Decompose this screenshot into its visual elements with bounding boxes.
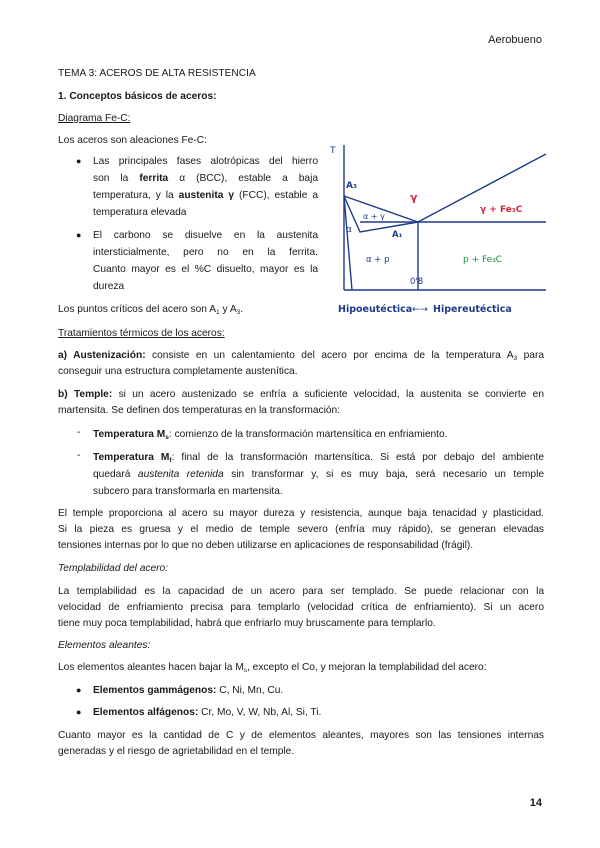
document-title: TEMA 3: ACEROS DE ALTA RESISTENCIA — [58, 68, 256, 79]
list-item: Elementos gammágenos: C, Ni, Mn, Cu. — [93, 685, 284, 696]
list-item: Elementos alfágenos: Cr, Mo, V, W, Nb, Al, Si, Ti. — [93, 707, 322, 718]
label-alpha: α — [346, 225, 352, 235]
label-gamma-fe3c: γ + Fe₃C — [480, 205, 523, 215]
label-p-fe3c: p + Fe₃C — [463, 255, 503, 265]
dash-icon: - — [77, 427, 81, 438]
list-item: El carbono se disuelve en la austenita — [93, 230, 318, 241]
paragraph: Los puntos críticos del acero son $A_1$ y $A_3$. — [58, 304, 244, 316]
fe-c-diagram — [330, 140, 550, 322]
paragraph: b) Temple: si un acero austenizado se enfría a suficiente velocidad, la austenita se convierte en — [58, 389, 544, 400]
axis-t-label: T — [330, 146, 336, 156]
list-item: Temperatura $M_s$: comienzo de la transformación martensítica en enfriamiento. — [93, 429, 448, 441]
label-c08: 0'8 — [410, 277, 424, 287]
paragraph: conseguir una estructura completamente austenítica. — [58, 366, 298, 377]
arrow-icon: ←→ — [412, 304, 428, 315]
subsection-heading: Elementos aleantes: — [58, 640, 151, 651]
paragraph: La templabilidad es la capacidad de un acero para ser templado. Se puede relacionar con la — [58, 586, 544, 597]
bullet-icon: ● — [76, 156, 82, 166]
paragraph: velocidad de enfriamiento precisa para templarlo (velocidad crítica de enfriamiento). Si un acero — [58, 602, 544, 613]
section-heading: 1. Conceptos básicos de aceros: — [58, 91, 217, 102]
dash-icon: - — [77, 450, 81, 461]
paragraph: tensiones internas por lo que no deben utilizarse en aplicaciones de responsabilidad (frágil). — [58, 540, 474, 551]
label-alpha-gamma: α + γ — [363, 212, 385, 221]
list-item: subcero para transformarla en martensita. — [93, 486, 283, 497]
page-number: 14 — [529, 797, 542, 809]
paragraph: Si la pieza es gruesa y el medio de temple severo (enfría muy rápido), se generan elevadas — [58, 524, 544, 535]
header-brand: Aerobueno — [488, 34, 542, 46]
list-item: intersticialmente, pero no en la ferrita. — [93, 247, 318, 258]
paragraph: El temple proporciona al acero su mayor dureza y resistencia, aunque baja tenacidad y plasticidad. — [58, 508, 544, 519]
label-gamma: γ — [410, 191, 418, 204]
label-a1: A₁ — [392, 230, 403, 240]
label-a3: A₃ — [346, 181, 357, 191]
paragraph: Los aceros son aleaciones Fe-C: — [58, 135, 207, 146]
paragraph: Cuanto mayor es la cantidad de C y de elementos aleantes, mayores son las tensiones internas — [58, 730, 544, 741]
paragraph: Los elementos aleantes hacen bajar la $M_s$, excepto el Co, y mejoran la templabilidad del acero: — [58, 662, 487, 674]
list-item: dureza — [93, 281, 125, 292]
diagram-label: Diagrama Fe-C: — [58, 113, 131, 124]
label-hypereutectic: Hipereutéctica — [433, 304, 512, 315]
bullet-icon: ● — [76, 707, 82, 717]
list-item: son la ferrita α (BCC), estable a baja — [93, 173, 318, 184]
subsection-heading: Templabilidad del acero: — [58, 563, 169, 574]
paragraph: a) Austenización: consiste en un calentamiento del acero por encima de la temperatura $A_3$ para — [58, 350, 544, 362]
bullet-icon: ● — [76, 685, 82, 695]
list-item: temperatura elevada — [93, 207, 187, 218]
label-hypoeutectic: Hipoeutéctica — [338, 304, 413, 315]
label-alpha-p: α + p — [366, 255, 390, 265]
paragraph: martensita. Se definen dos temperaturas en la transformación: — [58, 405, 341, 416]
list-item: Temperatura $M_f$: final de la transformación martensítica. Si está por debajo del ambiente — [93, 452, 544, 464]
list-item: Las principales fases alotrópicas del hierro — [93, 156, 318, 167]
section-heading: Tratamientos térmicos de los aceros: — [58, 328, 225, 339]
bullet-icon: ● — [76, 230, 82, 240]
list-item: temperatura, y la austenita γ (FCC), estable a — [93, 190, 318, 201]
list-item: Cuanto mayor es el %C disuelto, mayor es la — [93, 264, 318, 275]
paragraph: generadas y el riesgo de agrietabilidad en el temple. — [58, 746, 295, 757]
list-item: quedará austenita retenida sin transformar y, si es muy baja, será necesario un temple — [93, 469, 544, 480]
paragraph: tiene muy poca templabilidad, habrá que enfriarlo muy bruscamente para templarlo. — [58, 618, 436, 629]
